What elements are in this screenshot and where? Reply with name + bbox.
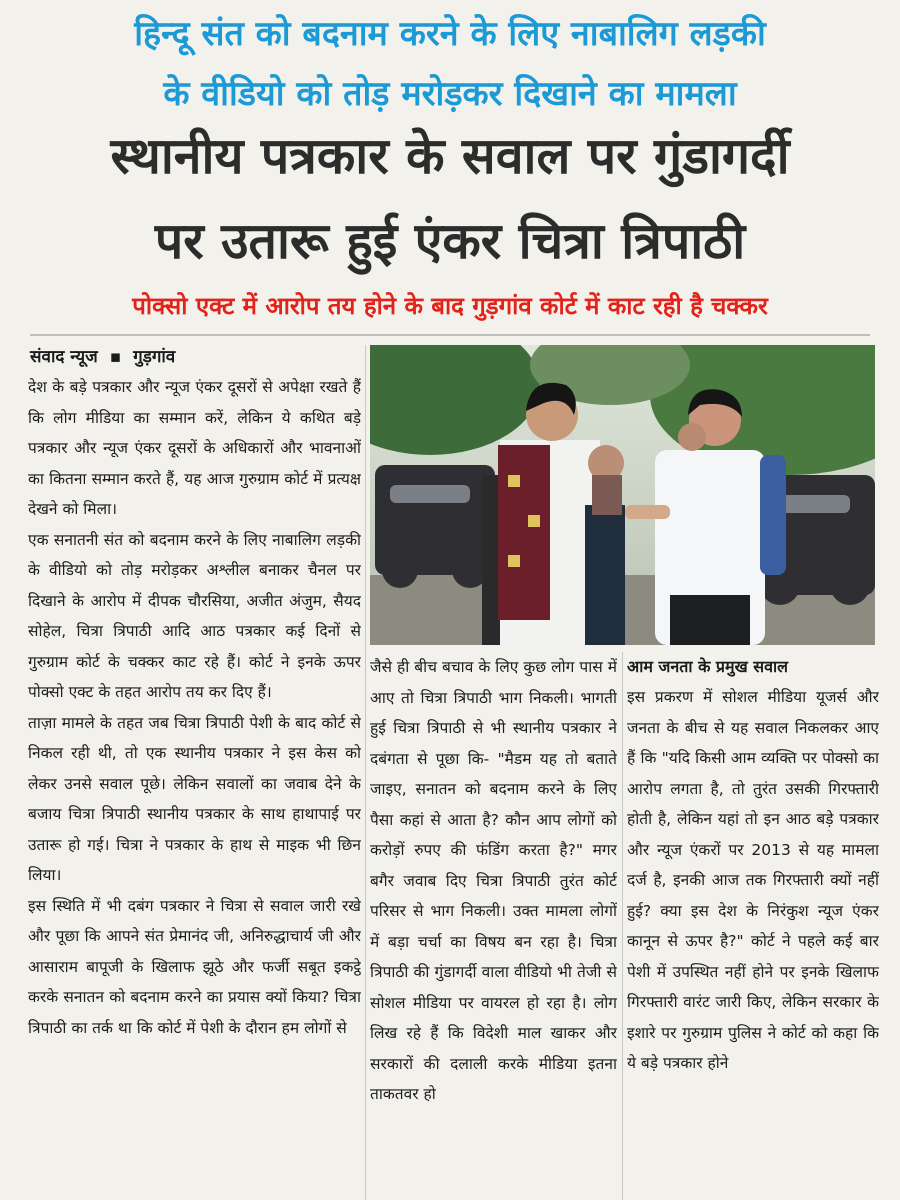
article-paragraph: इस प्रकरण में सोशल मीडिया यूजर्स और जनता के बीच से यह सवाल निकलकर आए हैं कि "यदि किसी आम व्यक्ति पर पोक्सो का आरोप लगता है, तो तुरंत उसकी गिरफ्तारी होती है, लेकिन यहां तो इन आठ बड़े पत्रकार और न्यूज एंकरों पर 2013 से यह मामला दर्ज है, इनकी आज तक गिरफ्तारी क्यों नहीं हुई? क्या इस देश के निरंकुश न्यूज एंकर कानून से ऊपर है?" कोर्ट ने पहले कई बार पेशी में उपस्थित नहीं होने पर इनके खिलाफ गिरफ्तारी वारंट जारी किए, लेकिन सरकार के इशारे पर गुरुग्राम पुलिस ने कोर्ट को कहा कि ये बड़े पत्रकार होने (627, 688, 879, 1072)
kicker-line-1: हिन्दू संत को बदनाम करने के लिए नाबालिग लड़की (134, 14, 766, 54)
subheadline: पोक्सो एक्ट में आरोप तय होने के बाद गुड़गांव कोर्ट में काट रही है चक्कर (132, 292, 768, 320)
article-paragraph: जैसे ही बीच बचाव के लिए कुछ लोग पास में आए तो चित्रा त्रिपाठी भाग निकली। भागती हुई चित्रा त्रिपाठी से भी स्थानीय पत्रकार ने दबंगता से पूछा कि- "मैडम यह तो बताते जाइए, सनातन को बदनाम करने के लिए पैसा कहां से आता है? कौन आप लोगों को करोड़ों रुपए की फंडिंग करता है?" मगर बगैर जवाब दिए चित्रा त्रिपाठी तुरंत कोर्ट परिसर से भाग निकली। उक्त मामला लोगों में बड़ा चर्चा का विषय बन रहा है। चित्रा त्रिपाठी की गुंडागर्दी वाला वीडियो भी तेजी से सोशल मीडिया पर वायरल हो रहा है। लोग लिख रहे हैं कि विदेशी माल खाकर और सरकारों की दलाली करके मीडिया इतना ताकतवर हो (370, 658, 617, 1103)
article-column-left (28, 372, 361, 1200)
headline-line-2: पर उतारू हुई एंकर चित्रा त्रिपाठी (154, 212, 746, 270)
divider (30, 334, 870, 336)
news-photo-illustration (370, 345, 875, 645)
section-heading: आम जनता के प्रमुख सवाल (627, 657, 788, 676)
article-paragraph: ताज़ा मामले के तहत जब चित्रा त्रिपाठी पेशी के बाद कोर्ट से निकल रही थी, तो एक स्थानीय पत्रकार ने इस केस को लेकर उनसे सवाल पूछे। लेकिन सवालों का जवाब देने के बजाय चित्रा त्रिपाठी स्थानीय पत्रकार के साथ हाथापाई पर उतारू हो गई। चित्रा ने पत्रकार के हाथ से माइक भी छिन लिया। (28, 713, 361, 884)
byline (30, 340, 365, 374)
headline-line-1: स्थानीय पत्रकार के सवाल पर गुंडागर्दी (110, 127, 790, 185)
article-paragraph: देश के बड़े पत्रकार और न्यूज एंकर दूसरों से अपेक्षा रखते हैं कि लोग मीडिया का सम्मान करें, लेकिन ये कथित बड़े पत्रकार और न्यूज एंकर दूसरों के अधिकारों और भावनाओं का कितना सम्मान करते हैं, यह आज गुरुग्राम कोर्ट में प्रत्यक्ष देखने को मिला। (28, 378, 361, 518)
column-divider (622, 652, 623, 1200)
news-photo (370, 345, 875, 645)
article-paragraph: एक सनातनी संत को बदनाम करने के लिए नाबालिग लड़की के वीडियो को तोड़ मरोड़कर अश्लील बनाकर चैनल पर दिखाने के आरोप में दीपक चौरसिया, अजीत अंजुम, सैयद सोहेल, चित्रा त्रिपाठी आदि आठ पत्रकार कई दिनों से गुरुग्राम कोर्ट के चक्कर काट रहे हैं। कोर्ट ने इनके ऊपर पोक्सो एक्ट के तहत आरोप तय कर दिए हैं। (28, 530, 361, 701)
column-divider (365, 345, 366, 1200)
article-column-middle (370, 652, 617, 1200)
byline-location: गुड़गांव (133, 347, 176, 367)
article-column-right (627, 652, 879, 1200)
byline-separator: ▪ (109, 347, 122, 367)
kicker-line-2: के वीडियो को तोड़ मरोड़कर दिखाने का मामला (163, 74, 737, 114)
article-paragraph: इस स्थिति में भी दबंग पत्रकार ने चित्रा से सवाल जारी रखे और पूछा कि आपने संत प्रेमानंद जी, अनिरुद्धाचार्य जी और आसाराम बापूजी के खिलाफ झूठे और फर्जी सबूत इकट्ठे करके सनातन को बदनाम करने का प्रयास क्यों किया? चित्रा त्रिपाठी का तर्क था कि कोर्ट में पेशी के दौरान हम लोगों से (28, 896, 361, 1037)
byline-source: संवाद न्यूज (30, 347, 98, 367)
